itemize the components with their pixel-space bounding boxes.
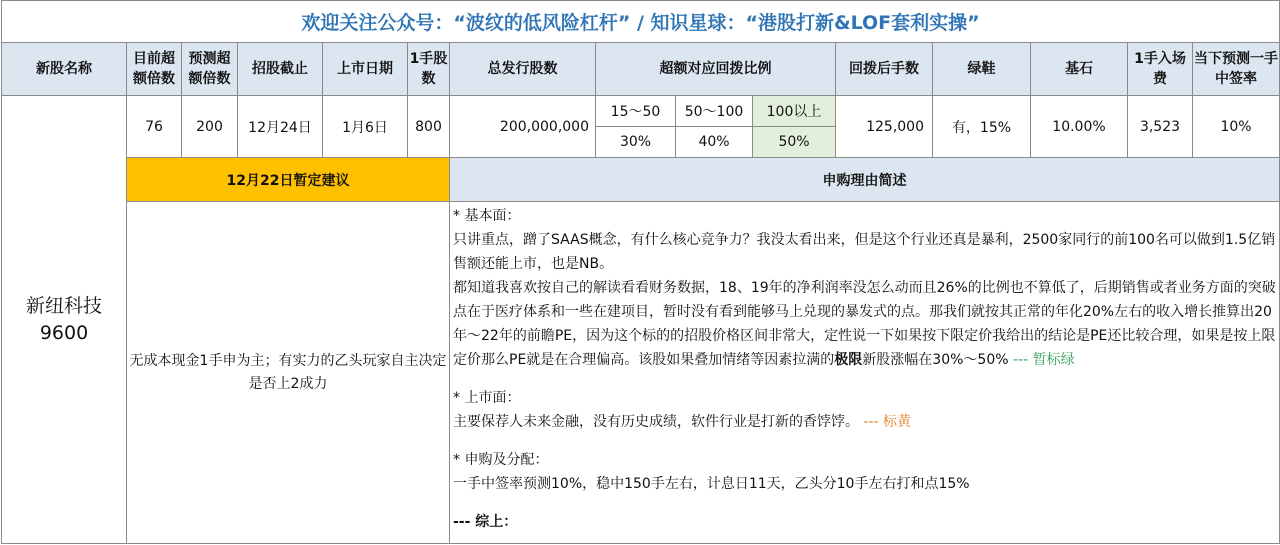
greenshoe-value: 有，15% xyxy=(933,96,1031,158)
stock-code: 9600 xyxy=(39,321,89,344)
header-cornerstone: 基石 xyxy=(1031,43,1128,96)
header-win-rate: 当下预测一手中签率 xyxy=(1193,43,1280,96)
page-title: 欢迎关注公众号：“波纹的低风险杠杆” / 知识星球：“港股打新&LOF套利实操” xyxy=(2,1,1280,43)
header-entry-fee: 1手入场费 xyxy=(1128,43,1193,96)
fundamentals-text: 都知道我喜欢按自己的解读看看财务数据，18、19年的净利润率没怎么动而且26%的比例也不算低了，后期销售或者业务方面的突破点在于医疗体系和一些在建项目，暂时没有看到能够马上兑现的暴发式的点。那我们就按其正常的年化20%左右的收入增长推算出20年～22年的前瞻PE，因为这个标的的招股价格区间非常大，定性说一下如果按下限定价我给出的结论是PE还比较合理，如果是按上限定价那么PE就是在合理偏高。该股如果叠加情绪等因素拉满的 xyxy=(453,280,1276,368)
stock-name: 新纽科技 xyxy=(25,294,102,317)
clawback-ratio-2: 40% xyxy=(676,127,753,158)
header-name: 新股名称 xyxy=(2,43,127,96)
market-text: 主要保荐人未来金融，没有历史成绩，软件行业是打新的香饽饽。 xyxy=(453,414,859,430)
lot-size-value: 800 xyxy=(408,96,450,158)
cornerstone-value: 10.00% xyxy=(1031,96,1128,158)
header-total-shares: 总发行股数 xyxy=(450,43,596,96)
reason-cell xyxy=(450,202,1280,544)
reason-header: 申购理由简述 xyxy=(450,158,1280,202)
market-paragraph xyxy=(453,410,1276,434)
header-lots-after: 回拨后手数 xyxy=(836,43,933,96)
fundamentals-paragraph-1: 只讲重点，蹭了SAAS概念，有什么核心竞争力？我没太看出来，但是这个行业还真是暴利，2500家同行的前100名可以做到1.5亿销售额还能上市，也是NB。 xyxy=(453,232,1276,272)
clawback-ratio-1: 30% xyxy=(596,127,676,158)
fundamentals-paragraph-2 xyxy=(453,276,1276,372)
header-listing-date: 上市日期 xyxy=(323,43,408,96)
clawback-range-1: 15～50 xyxy=(596,96,676,127)
lots-after-value: 125,000 xyxy=(836,96,933,158)
clawback-range-2: 50～100 xyxy=(676,96,753,127)
subscription-paragraph: 一手中签率预测10%，稳中150手左右，计息日11天，乙头分10手左右打和点15% xyxy=(453,476,970,492)
header-clawback: 超额对应回拨比例 xyxy=(596,43,836,96)
fundamentals-title: * 基本面： xyxy=(453,208,521,224)
stock-name-cell xyxy=(2,96,127,544)
current-over-value: 76 xyxy=(127,96,182,158)
clawback-range-3: 100以上 xyxy=(753,96,836,127)
market-title: * 上市面： xyxy=(453,390,521,406)
header-greenshoe: 绿鞋 xyxy=(933,43,1031,96)
header-pred-over: 预测超额倍数 xyxy=(182,43,238,96)
deadline-value: 12月24日 xyxy=(238,96,323,158)
fundamentals-text-end: 新股涨幅在30%～50% xyxy=(862,352,1009,368)
header-deadline: 招股截止 xyxy=(238,43,323,96)
suggestion-cell xyxy=(127,202,450,544)
fundamentals-bold: 极限 xyxy=(834,352,863,368)
header-lot-size: 1手股数 xyxy=(408,43,450,96)
header-current-over: 目前超额倍数 xyxy=(127,43,182,96)
ipo-table xyxy=(1,0,1280,544)
suggestion-text: 无成本现金1手申为主；有实力的乙头玩家自主决定是否上2成力 xyxy=(129,352,447,392)
subscription-title: * 申购及分配： xyxy=(453,452,549,468)
fundamentals-tag: --- 暂标绿 xyxy=(1008,352,1075,368)
suggestion-header: 12月22日暂定建议 xyxy=(127,158,450,202)
listing-date-value: 1月6日 xyxy=(323,96,408,158)
clawback-ratio-3: 50% xyxy=(753,127,836,158)
entry-fee-value: 3,523 xyxy=(1128,96,1193,158)
market-tag: --- 标黄 xyxy=(859,414,912,430)
win-rate-value: 10% xyxy=(1193,96,1280,158)
total-shares-value: 200,000,000 xyxy=(450,96,596,158)
summary-title: --- 综上： xyxy=(453,514,518,530)
pred-over-value: 200 xyxy=(182,96,238,158)
